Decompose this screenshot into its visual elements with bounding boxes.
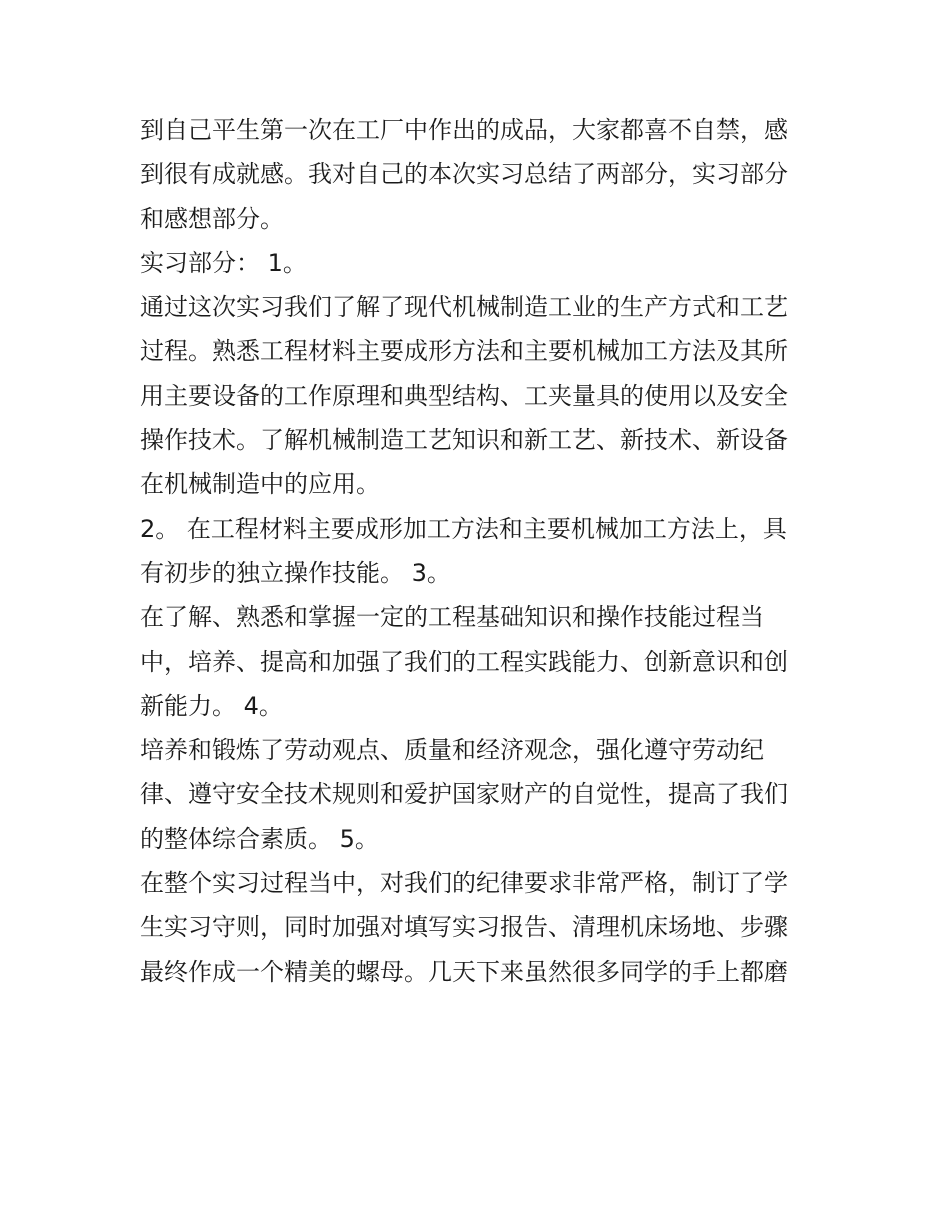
text-line: 和感想部分。 xyxy=(140,204,284,233)
body-text xyxy=(140,108,820,994)
text-line: 到自己平生第一次在工厂中作出的成品，大家都喜不自禁，感 xyxy=(140,116,788,144)
text-line: 通过这次实习我们了解了现代机械制造工业的生产方式和工艺 xyxy=(140,293,788,322)
text-line: 的整体综合素质。 5。 xyxy=(140,824,379,853)
text-line: 2。 在工程材料主要成形加工方法和主要机械加工方法上，具 xyxy=(140,514,787,543)
text-line: 在了解、熟悉和掌握一定的工程基础知识和操作技能过程当 xyxy=(140,603,764,632)
text-line: 中，培养、提高和加强了我们的工程实践能力、创新意识和创 xyxy=(140,647,788,676)
text-line: 过程。熟悉工程材料主要成形方法和主要机械加工方法及其所 xyxy=(140,337,788,366)
text-line: 实习部分： 1。 xyxy=(140,248,307,277)
text-line: 有初步的独立操作技能。 3。 xyxy=(140,558,451,587)
text-line: 最终作成一个精美的螺母。几天下来虽然很多同学的手上都磨 xyxy=(140,957,788,986)
text-line: 培养和锻炼了劳动观点、质量和经济观念，强化遵守劳动纪 xyxy=(140,736,764,765)
text-line: 在机械制造中的应用。 xyxy=(140,470,380,499)
text-line: 新能力。 4。 xyxy=(140,691,283,720)
text-line: 生实习守则，同时加强对填写实习报告、清理机床场地、步骤 xyxy=(140,913,788,942)
text-line: 到很有成就感。我对自己的本次实习总结了两部分，实习部分 xyxy=(140,160,788,189)
text-line: 操作技术。了解机械制造工艺知识和新工艺、新技术、新设备 xyxy=(140,426,788,455)
text-line: 用主要设备的工作原理和典型结构、工夹量具的使用以及安全 xyxy=(140,381,788,410)
text-line: 律、遵守安全技术规则和爱护国家财产的自觉性，提高了我们 xyxy=(140,780,788,809)
text-line: 在整个实习过程当中，对我们的纪律要求非常严格，制订了学 xyxy=(140,869,788,898)
